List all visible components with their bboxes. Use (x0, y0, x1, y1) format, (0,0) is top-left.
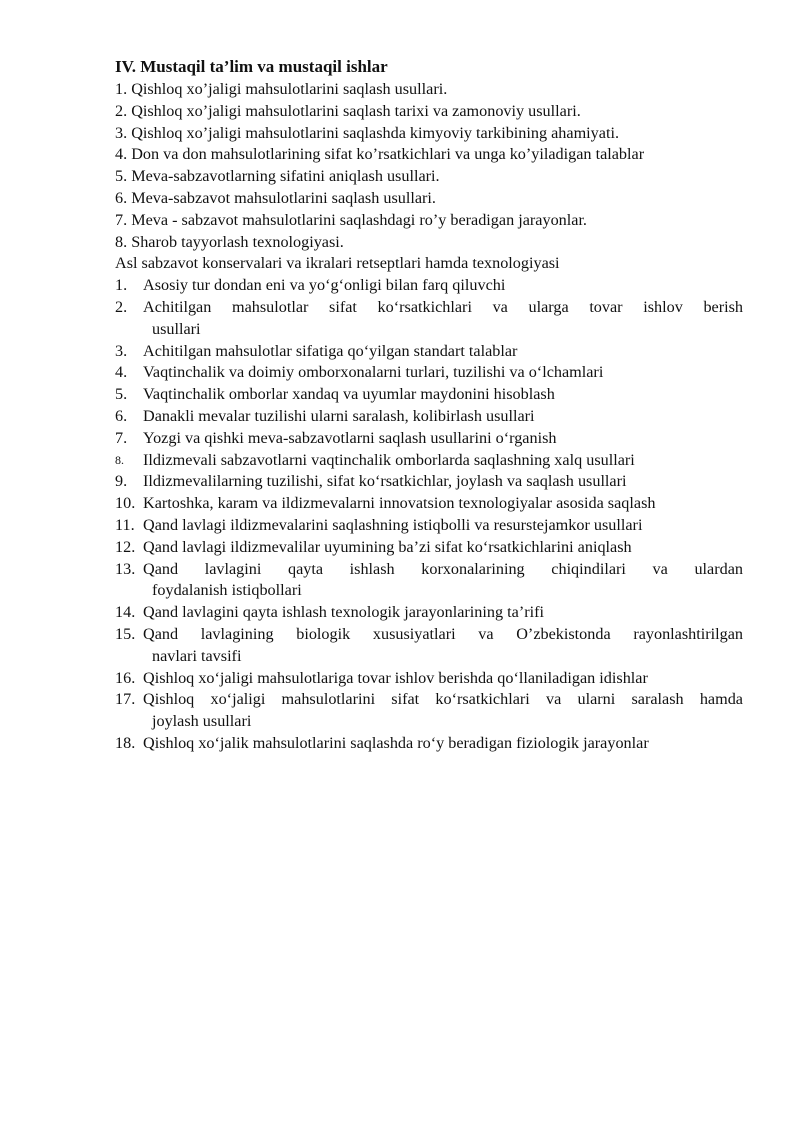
document-page (115, 56, 743, 755)
item-number: 9. (115, 472, 128, 491)
list-item (115, 624, 743, 668)
topic-line: 7. Meva - sabzavot mahsulotlarini saqlashdagi ro’y beradigan jarayonlar. (115, 210, 587, 229)
item-text: Ildizmevali sabzavotlarni vaqtinchalik omborlarda saqlashning xalq usullari (143, 450, 635, 469)
item-number: 10. (115, 494, 136, 513)
item-text: Vaqtinchalik va doimiy omborxonalarni turlari, tuzilishi va o‘lchamlari (143, 363, 604, 382)
topic-line: 6. Meva-sabzavot mahsulotlarini saqlash usullari. (115, 188, 436, 207)
list-item (115, 689, 743, 733)
item-number: 11. (115, 515, 135, 534)
list-item (115, 275, 743, 297)
list-item (115, 602, 743, 624)
item-text: Vaqtinchalik omborlar xandaq va uyumlar maydonini hisoblash (143, 385, 555, 404)
list-item (115, 471, 743, 493)
item-text: Qand lavlagi ildizmevalilar uyumining ba’zi sifat ko‘rsatkichlarini aniqlash (143, 537, 632, 556)
item-number: 7. (115, 428, 128, 447)
numbered-list (115, 275, 743, 755)
subheading: Asl sabzavot konservalari va ikralari retseptlari hamda texnologiyasi (115, 254, 560, 273)
item-number: 13. (115, 559, 136, 578)
list-item (115, 341, 743, 363)
list-item (115, 537, 743, 559)
item-text: Achitilgan mahsulotlar sifat ko‘rsatkichlari va ularga tovar ishlov berish (143, 297, 743, 316)
item-number: 2. (115, 297, 128, 316)
topic-line: 2. Qishloq xo’jaligi mahsulotlarini saqlash tarixi va zamonoviy usullari. (115, 101, 581, 120)
list-item (115, 559, 743, 603)
item-text-continuation: usullari (152, 319, 201, 338)
item-text: Qishloq xo‘jaligi mahsulotlarini sifat ko‘rsatkichlari va ularni saralash hamda (143, 690, 743, 709)
list-item (115, 733, 743, 755)
item-text: Qand lavlagini qayta ishlash korxonalarining chiqindilari va ulardan (143, 559, 743, 578)
item-number: 12. (115, 537, 136, 556)
list-item (115, 515, 743, 537)
item-number: 16. (115, 668, 136, 687)
item-text-continuation: joylash usullari (152, 712, 252, 731)
item-text: Ildizmevalilarning tuzilishi, sifat ko‘rsatkichlar, joylash va saqlash usullari (143, 472, 627, 491)
item-text-continuation: navlari tavsifi (152, 646, 242, 665)
list-item (115, 428, 743, 450)
list-item (115, 362, 743, 384)
item-text: Qand lavlagining biologik xususiyatlari va O’zbekistonda rayonlashtirilgan (143, 624, 743, 643)
item-number: 1. (115, 276, 128, 295)
list-item (115, 450, 743, 472)
topic-line: 1. Qishloq xo’jaligi mahsulotlarini saqlash usullari. (115, 80, 448, 98)
item-text: Yozgi va qishki meva-sabzavotlarni saqlash usullarini o‘rganish (143, 428, 557, 447)
topic-line: 8. Sharob tayyorlash texnologiyasi. (115, 232, 344, 251)
item-number: 6. (115, 406, 128, 425)
list-item (115, 406, 743, 428)
item-number: 17. (115, 690, 136, 709)
item-number: 14. (115, 603, 136, 622)
list-item (115, 668, 743, 690)
topic-list (115, 79, 743, 253)
list-item (115, 297, 743, 341)
item-number: 15. (115, 624, 136, 643)
item-text: Kartoshka, karam va ildizmevalarni innovatsion texnologiyalar asosida saqlash (143, 494, 656, 513)
item-text: Qand lavlagi ildizmevalarini saqlashning istiqbolli va resurstejamkor usullari (143, 515, 643, 534)
item-text-continuation: foydalanish istiqbollari (152, 581, 302, 600)
item-text: Danakli mevalar tuzilishi ularni saralash, kolibirlash usullari (143, 406, 535, 425)
item-text: Qishloq xo‘jalik mahsulotlarini saqlashda ro‘y beradigan fiziologik jarayonlar (143, 733, 649, 752)
item-number: 5. (115, 385, 128, 404)
item-text: Achitilgan mahsulotlar sifatiga qo‘yilgan standart talablar (143, 341, 518, 360)
list-item (115, 493, 743, 515)
item-number: 18. (115, 733, 136, 752)
list-item (115, 384, 743, 406)
item-number: 8. (115, 452, 124, 467)
item-number: 4. (115, 363, 128, 382)
topic-line: 3. Qishloq xo’jaligi mahsulotlarini saqlashda kimyoviy tarkibining ahamiyati. (115, 123, 619, 142)
topic-line: 5. Meva-sabzavotlarning sifatini aniqlash usullari. (115, 167, 440, 186)
item-text: Qand lavlagini qayta ishlash texnologik jarayonlarining ta’rifi (143, 603, 544, 622)
item-text: Qishloq xo‘jaligi mahsulotlariga tovar ishlov berishda qo‘llaniladigan idishlar (143, 668, 648, 687)
item-number: 3. (115, 341, 128, 360)
item-text: Asosiy tur dondan eni va yo‘g‘onligi bilan farq qiluvchi (143, 276, 506, 295)
section-heading: IV. Mustaqil ta’lim va mustaqil ishlar (115, 57, 388, 76)
topic-line: 4. Don va don mahsulotlarining sifat ko’rsatkichlari va unga ko’yiladigan talablar (115, 145, 645, 164)
